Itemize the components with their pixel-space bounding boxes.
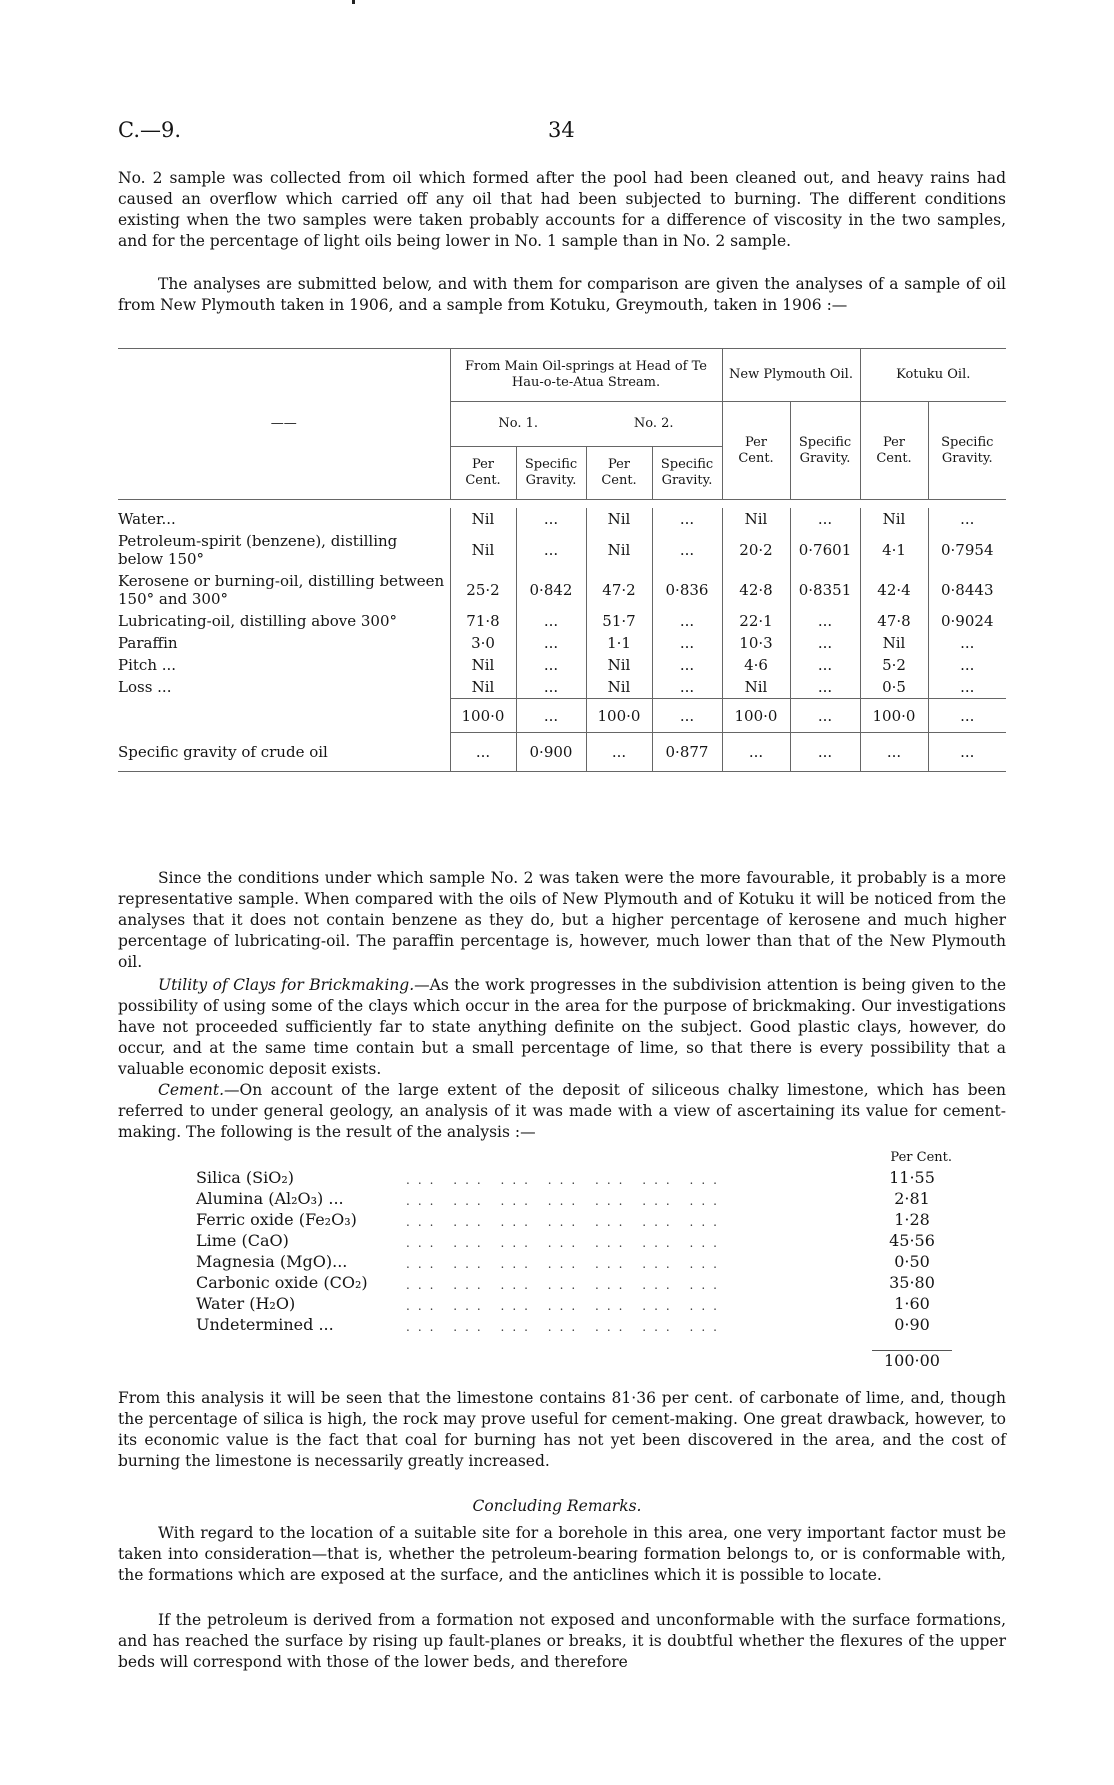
no1-header: No. 1. — [450, 402, 586, 447]
cement-text: —On account of the large extent of the deposit of siliceous chalky limestone, which has been referred to under general geology, an analysis of it was made with a view of ascertaining its value for cement-making. The following is the result of the analysis :— — [118, 1081, 1006, 1141]
no2-header: No. 2. — [633, 416, 674, 431]
cement-row: Undetermined ... ... ... ... ... ... ... ... 0·90 — [196, 1315, 930, 1334]
group-new-plymouth: New Plymouth Oil. — [722, 349, 860, 402]
cement-row: Magnesia (MgO)... ... ... ... ... ... ... ... 0·50 — [196, 1252, 930, 1271]
cement-row: Alumina (Al₂O₃) ... ... ... ... ... ... ... ... 2·81 — [196, 1189, 930, 1208]
np-per-cent-header: Per Cent. — [722, 402, 790, 500]
top-edge-mark — [352, 0, 355, 4]
paragraph-cement — [118, 1080, 1006, 1143]
no1-per-cent-header: Per Cent. — [450, 447, 516, 500]
table-row: Water... Nil ... Nil ... Nil ... Nil ... — [118, 508, 1006, 530]
cement-row: Lime (CaO) ... ... ... ... ... ... ... 45·56 — [196, 1231, 935, 1250]
paragraph-3: Since the conditions under which sample No. 2 was taken were the more favourable, it probably is a more representative sample. When compared with the oils of New Plymouth and of Kotuku it will be noticed from the analyses that it does not contain benzene as they do, but a higher percentage of kerosene and much higher percentage of lubricating-oil. The paraffin percentage is, however, much lower than that of the New Plymouth oil. — [118, 869, 1006, 971]
paragraph-6: From this analysis it will be seen that the limestone contains 81·36 per cent. of carbonate of lime, and, though the percentage of silica is high, the rock may prove useful for cement-making. One great drawback, however, to its economic value is the fact that coal for burning has not yet been discovered in the area, and the cost of burning the limestone is necessarily greatly increased. — [118, 1389, 1006, 1470]
kot-sp-grav-header: Specific Gravity. — [928, 402, 1006, 500]
no2-sp-grav-header: Specific Gravity. — [652, 447, 722, 500]
np-sp-grav-header: Specific Gravity. — [790, 402, 860, 500]
paragraph-1: No. 2 sample was collected from oil which formed after the pool had been cleaned out, and heavy rains had caused an overflow which carried off any oil that had been subjected to burning. The different conditions existing when the two samples were taken probably accounts for a difference of viscosity in the two samples, and for the percentage of light oils being lower in No. 1 sample than in No. 2 sample. — [118, 169, 1006, 250]
paragraph-7: With regard to the location of a suitable site for a borehole in this area, one very important factor must be taken into consideration—that is, whether the petroleum-bearing formation belongs to, or is conformable with, the formations which are exposed at the surface, and the anticlines which it is possible to locate. — [118, 1524, 1006, 1584]
paragraph-clays — [118, 975, 1006, 1080]
cement-row: Ferric oxide (Fe₂O₃) ... ... ... ... ... ... ... 1·28 — [196, 1210, 930, 1229]
table-row: Petroleum-spirit (benzene), distilling below 150° Nil ... Nil ... 20·2 0·7601 4·1 0·7954 — [118, 530, 1006, 570]
table-row: Pitch ... Nil ... Nil ... 4·6 ... 5·2 ... — [118, 654, 1006, 676]
section-subtitle: Concluding Remarks. — [472, 1497, 642, 1515]
group-main-springs: From Main Oil-springs at Head of Te Hau-o-te-Atua Stream. — [450, 349, 722, 402]
group-kotuku: Kotuku Oil. — [860, 349, 1006, 402]
no2-per-cent-header: Per Cent. — [586, 447, 652, 500]
paragraph-2: The analyses are submitted below, and with them for comparison are given the analyses of a sample of oil from New Plymouth taken in 1906, and a sample from Kotuku, Greymouth, taken in 1906 :— — [118, 275, 1006, 314]
cement-heading: Cement. — [158, 1081, 225, 1099]
table-row: Paraffin 3·0 ... 1·1 ... 10·3 ... Nil ... — [118, 632, 1006, 654]
stub-header: —— — [118, 349, 450, 500]
oil-analysis-table — [118, 348, 1006, 772]
clays-heading: Utility of Clays for Brickmaking. — [158, 976, 415, 994]
no1-sp-grav-header: Specific Gravity. — [516, 447, 586, 500]
cement-total: 100·00 — [872, 1350, 952, 1370]
table-row: Kerosene or burning-oil, distilling between 150° and 300° 25·2 0·842 47·2 0·836 42·8 0·8351 42·4 0·8443 — [118, 570, 1006, 610]
cement-analysis-table — [196, 1150, 952, 1370]
table-row: Loss ... Nil ... Nil ... Nil ... 0·5 ... — [118, 676, 1006, 699]
cement-per-cent-header: Per Cent. — [890, 1150, 952, 1165]
specific-gravity-row: Specific gravity of crude oil ... 0·900 ... 0·877 ... ... ... ... — [118, 733, 1006, 772]
table-row: Lubricating-oil, distilling above 300° 71·8 ... 51·7 ... 22·1 ... 47·8 0·9024 — [118, 610, 1006, 632]
cement-row: Water (H₂O) ... ... ... ... ... ... ... 1·60 — [196, 1294, 930, 1313]
totals-row: 100·0 ... 100·0 ... 100·0 ... 100·0 ... — [118, 699, 1006, 733]
paragraph-8: If the petroleum is derived from a formation not exposed and unconformable with the surface formations, and has reached the surface by rising up fault-planes or breaks, it is doubtful whether the flexures of the upper beds will correspond with those of the lower beds, and therefore — [118, 1611, 1006, 1671]
document-code: C.—9. — [118, 118, 182, 142]
cement-row: Carbonic oxide (CO₂) ... ... ... ... ... ... ... 35·80 — [196, 1273, 935, 1292]
page-number: 34 — [548, 118, 575, 142]
cement-row: Silica (SiO₂) ... ... ... ... ... ... ... 11·55 — [196, 1168, 935, 1187]
kot-per-cent-header: Per Cent. — [860, 402, 928, 500]
clays-text: —As the work progresses in the subdivision attention is being given to the possibility of using some of the clays which occur in the area for the purpose of brickmaking. Our investigations have not proceeded sufficiently far to state anything definite on the subject. Good plastic clays, however, do occur, and at the same time contain but a small percentage of lime, so that there is every possibility that a valuable economic deposit exists. — [118, 976, 1007, 1078]
